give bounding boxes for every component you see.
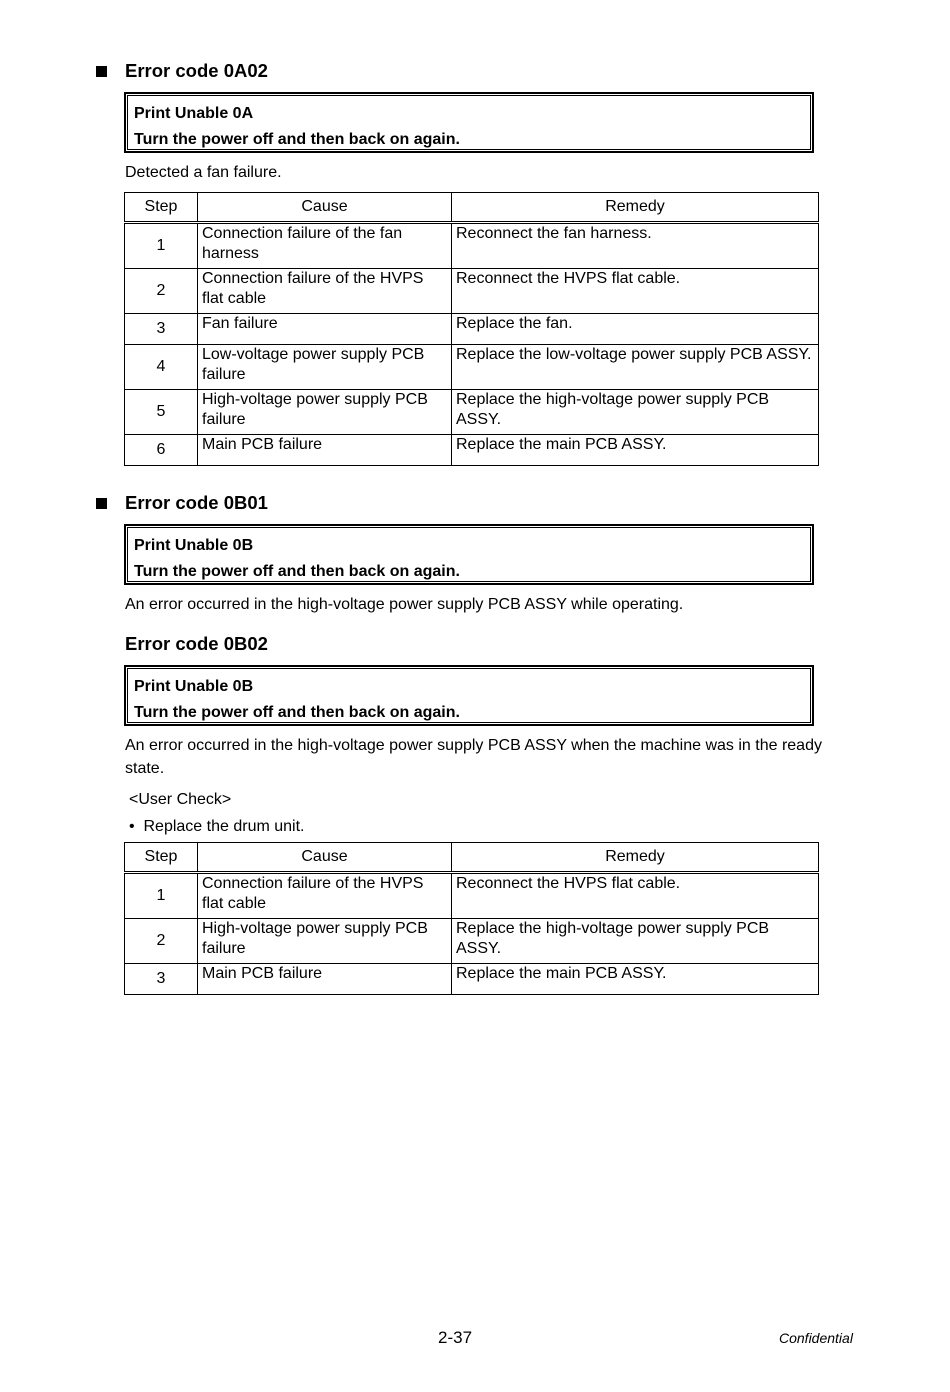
table-row: [125, 314, 819, 345]
cause-cell: Connection failure of the HVPS flat cable: [198, 873, 452, 919]
remedy-cell: Replace the low-voltage power supply PCB ASSY.: [452, 345, 819, 390]
user-check-label: <User Check>: [129, 791, 232, 808]
error-table-0b02: [124, 842, 819, 995]
message-line-1: Print Unable 0B: [134, 678, 254, 695]
description-0b02: An error occurred in the high-voltage power supply PCB ASSY when the machine was in the ready state.: [125, 737, 822, 777]
header-remedy: Remedy: [452, 843, 819, 873]
step-cell: 5: [125, 390, 198, 435]
page-number: 2-37: [438, 1328, 473, 1347]
remedy-cell: Replace the main PCB ASSY.: [452, 435, 819, 466]
section-title: Error code 0B02: [125, 633, 268, 654]
section-heading-0b02: [125, 633, 268, 655]
table-row: [125, 873, 819, 919]
cause-cell: Connection failure of the fan harness: [198, 223, 452, 269]
header-cause: Cause: [198, 193, 452, 223]
step-cell: 4: [125, 345, 198, 390]
message-line-1: Print Unable 0B: [134, 537, 254, 554]
table-row: [125, 345, 819, 390]
square-bullet-icon: [96, 498, 107, 509]
table-header-row: [125, 193, 819, 223]
remedy-cell: Replace the high-voltage power supply PCB ASSY.: [452, 919, 819, 964]
description-0a02: Detected a fan failure.: [125, 164, 282, 181]
section-title: Error code 0B01: [125, 492, 268, 513]
cause-cell: Main PCB failure: [198, 435, 452, 466]
step-cell: 2: [125, 269, 198, 314]
section-heading-0a02: [96, 60, 268, 82]
remedy-cell: Reconnect the HVPS flat cable.: [452, 269, 819, 314]
header-step: Step: [125, 193, 198, 223]
step-cell: 1: [125, 223, 198, 269]
user-check-item-text: Replace the drum unit.: [143, 818, 305, 835]
section-title: Error code 0A02: [125, 60, 268, 81]
step-cell: 1: [125, 873, 198, 919]
table-row: [125, 269, 819, 314]
remedy-cell: Reconnect the fan harness.: [452, 223, 819, 269]
header-remedy: Remedy: [452, 193, 819, 223]
message-line-2: Turn the power off and then back on again.: [134, 563, 460, 580]
cause-cell: Connection failure of the HVPS flat cable: [198, 269, 452, 314]
error-table-0a02: [124, 192, 819, 466]
step-cell: 6: [125, 435, 198, 466]
step-cell: 3: [125, 964, 198, 995]
step-cell: 2: [125, 919, 198, 964]
bullet-dot-icon: •: [129, 818, 144, 835]
message-line-2: Turn the power off and then back on again.: [134, 704, 460, 721]
table-row: [125, 964, 819, 995]
message-line-1: Print Unable 0A: [134, 105, 254, 122]
user-check-item: [129, 818, 304, 836]
cause-cell: High-voltage power supply PCB failure: [198, 390, 452, 435]
header-step: Step: [125, 843, 198, 873]
message-box-0b02: [124, 665, 814, 726]
message-line-2: Turn the power off and then back on again.: [134, 131, 460, 148]
table-row: [125, 223, 819, 269]
remedy-cell: Replace the main PCB ASSY.: [452, 964, 819, 995]
confidential-label: Confidential: [779, 1330, 853, 1346]
remedy-cell: Reconnect the HVPS flat cable.: [452, 873, 819, 919]
remedy-cell: Replace the high-voltage power supply PCB ASSY.: [452, 390, 819, 435]
step-cell: 3: [125, 314, 198, 345]
cause-cell: Main PCB failure: [198, 964, 452, 995]
cause-cell: Fan failure: [198, 314, 452, 345]
message-box-0a02: [124, 92, 814, 153]
table-row: [125, 390, 819, 435]
table-row: [125, 919, 819, 964]
table-header-row: [125, 843, 819, 873]
description-0b01: An error occurred in the high-voltage power supply PCB ASSY while operating.: [125, 596, 684, 613]
cause-cell: High-voltage power supply PCB failure: [198, 919, 452, 964]
message-box-0b01: [124, 524, 814, 585]
header-cause: Cause: [198, 843, 452, 873]
section-heading-0b01: [96, 492, 268, 514]
cause-cell: Low-voltage power supply PCB failure: [198, 345, 452, 390]
table-row: [125, 435, 819, 466]
remedy-cell: Replace the fan.: [452, 314, 819, 345]
square-bullet-icon: [96, 66, 107, 77]
